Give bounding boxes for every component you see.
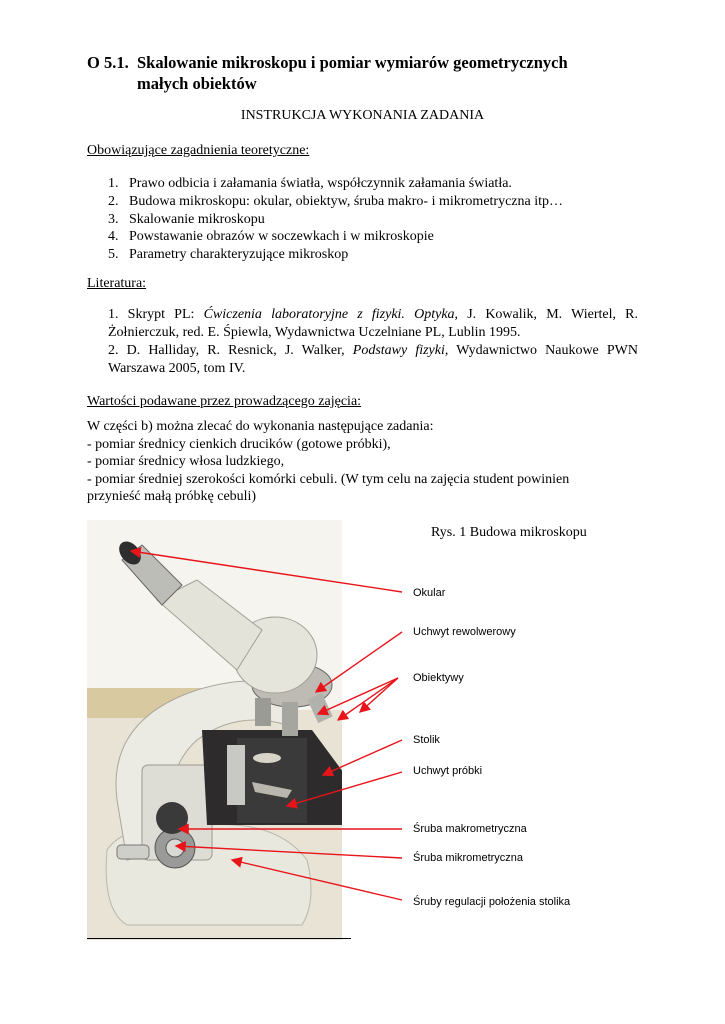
figure-rule	[87, 938, 351, 939]
document-title	[87, 52, 568, 94]
label-stolik: Stolik	[413, 734, 440, 746]
list-text: Skalowanie mikroskopu	[129, 211, 265, 227]
title-number: O 5.1.	[87, 53, 129, 72]
microscope-photo	[87, 520, 351, 940]
tasks-line: przynieść małą próbkę cebuli)	[87, 489, 257, 505]
theory-heading: Obowiązujące zagadnienia teoretyczne:	[87, 143, 310, 158]
tasks-line: W części b) można zlecać do wykonania następujące zadania:	[87, 419, 434, 434]
label-uchwyt-rewolwerowy: Uchwyt rewolwerowy	[413, 626, 516, 638]
list-number: 5.	[108, 247, 119, 263]
tasks-line: - pomiar średnicy włosa ludzkiego,	[87, 454, 285, 470]
reference-2-title: Podstawy fizyki	[352, 343, 445, 358]
literature-heading: Literatura:	[87, 276, 147, 291]
reference-2-details: , Wydawnictwo Naukowe PWN Warszawa 2005, tom IV.	[108, 343, 638, 376]
list-number: 2.	[108, 193, 119, 209]
list-text: Powstawanie obrazów w soczewkach i w mikroskopie	[129, 229, 434, 245]
list-number: 4.	[108, 229, 119, 245]
label-sruba-makro: Śruba makrometryczna	[413, 823, 527, 835]
label-sruba-mikro: Śruba mikrometryczna	[413, 852, 524, 864]
document-subtitle: INSTRUKCJA WYKONANIA ZADANIA	[240, 108, 485, 123]
reference-2	[108, 342, 638, 378]
reference-1-title: Ćwiczenia laboratoryjne z fizyki. Optyka	[203, 307, 455, 322]
label-sruby-regulacji: Śruby regulacji położenia stolika	[413, 896, 571, 908]
theory-list	[108, 175, 563, 264]
label-obiektywy: Obiektywy	[413, 672, 464, 684]
title-line-2: małych obiektów	[137, 74, 257, 93]
list-item	[108, 193, 563, 211]
label-okular: Okular	[413, 587, 446, 599]
title-line-1: Skalowanie mikroskopu i pomiar wymiarów geometrycznych	[137, 53, 568, 72]
list-number: 1.	[108, 176, 119, 191]
figure-caption: Rys. 1 Budowa mikroskopu	[431, 525, 587, 540]
tasks-line: - pomiar średniej szerokości komórki cebuli. (W tym celu na zajęcia student powinien	[87, 471, 570, 487]
reference-1-details: , J. Kowalik, M. Wiertel, R. Żołnierczuk, red. E. Śpiewla, Wydawnictwa Uczelniane PL, Lublin 1995.	[108, 307, 638, 340]
list-number: 3.	[108, 211, 119, 227]
list-text: Parametry charakteryzujące mikroskop	[129, 247, 349, 263]
reference-1	[108, 306, 638, 342]
list-item	[108, 211, 563, 229]
label-uchwyt-probki: Uchwyt próbki	[413, 765, 483, 777]
tasks-line: - pomiar średnicy cienkich drucików (gotowe próbki),	[87, 436, 391, 452]
reference-1-prefix: 1. Skrypt PL:	[108, 307, 204, 322]
arrow-obiektywy-3	[360, 678, 398, 712]
list-text: Prawo odbicia i załamania światła, współczynnik załamania światła.	[129, 176, 512, 191]
reference-2-prefix: 2. D. Halliday, R. Resnick, J. Walker,	[108, 343, 353, 358]
values-heading: Wartości podawane przez prowadzącego zajęcia:	[87, 394, 362, 409]
list-text: Budowa mikroskopu: okular, obiektyw, śruba makro- i mikrometryczna itp…	[129, 193, 563, 209]
list-item	[108, 228, 563, 246]
list-item	[108, 246, 563, 264]
list-item	[108, 175, 563, 193]
tasks-text	[87, 418, 569, 506]
